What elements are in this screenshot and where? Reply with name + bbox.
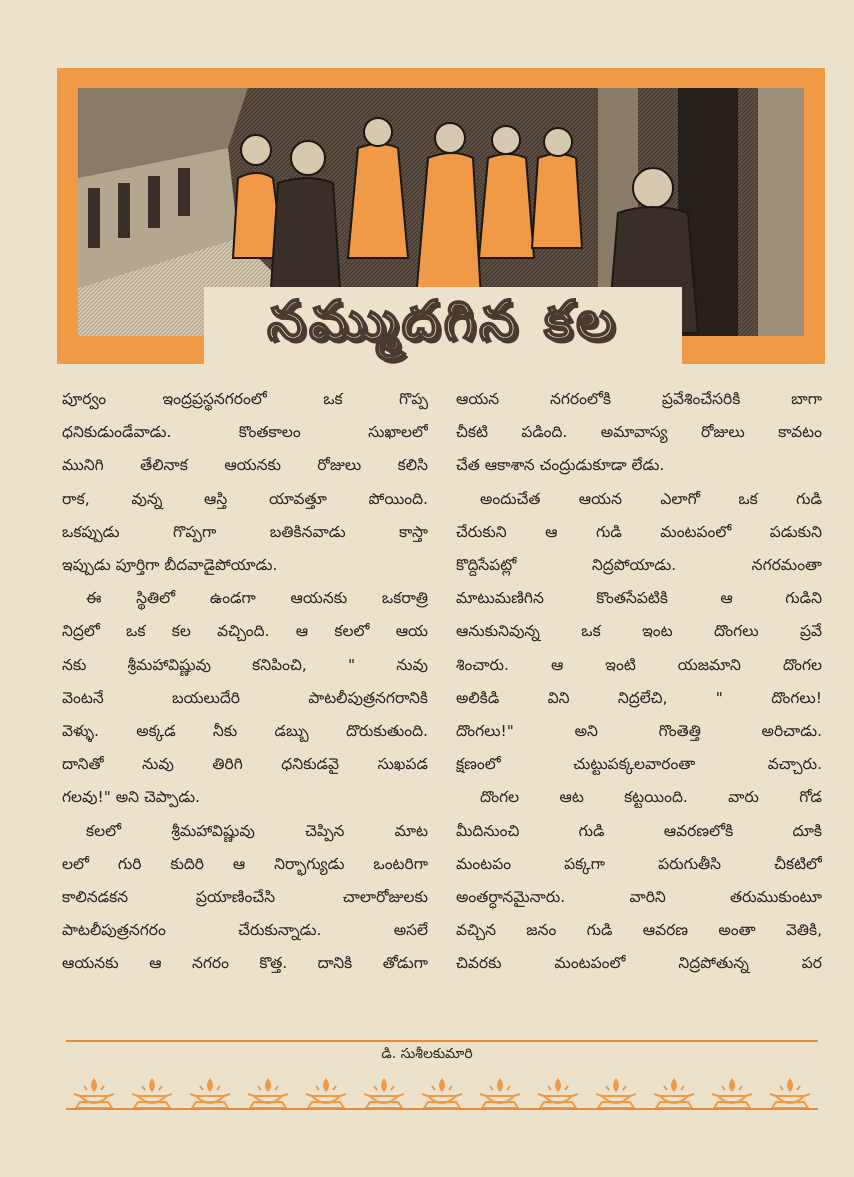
title-box xyxy=(204,287,682,367)
text-line: దొంగల ఆట కట్టయింది. వారు గోడ xyxy=(480,788,822,807)
text-line: ఆయనకు ఆ నగరం కొత్త. దానికి తోడుగా xyxy=(62,954,428,973)
text-line: వెంటనే బయలుదేరి పాటలీపుత్రనగరానికి xyxy=(62,688,428,707)
text-line: దొంగలు!" అని గొంతెత్తి అరిచాడు. xyxy=(456,722,822,741)
text-line: గలవు!" అని చెప్పాడు. xyxy=(62,788,201,807)
text-line: దానితో నువు తిరిగి ధనికుడవై సుఖపడ xyxy=(62,755,428,774)
text-line: కలలో శ్రీమహావిష్ణువు చెప్పిన మాట xyxy=(86,821,428,840)
text-line: రాక, వున్న ఆస్తి యావత్తూ పోయింది. xyxy=(62,489,428,508)
footer-divider xyxy=(66,1040,818,1042)
text-line: శించారు. ఆ ఇంటి యజమాని దొంగల xyxy=(456,655,822,674)
text-line: వచ్చిన జనం గుడి ఆవరణ అంతా వెతికి, xyxy=(456,921,822,940)
text-line: మునిగి తేలినాక ఆయనకు రోజులు కలిసి xyxy=(62,456,428,475)
lamp-border-line xyxy=(66,1108,818,1110)
text-line: పూర్వం ఇంద్రప్రస్థనగరంలో ఒక గొప్ప xyxy=(62,390,428,408)
story-title: నమ్ముదగిన కల xyxy=(267,288,619,352)
right-column xyxy=(456,383,822,1031)
text-line: నకు శ్రీమహావిష్ణువు కనిపించి, " నువు xyxy=(62,655,428,674)
author-name: డి. సుశీలకుమారి xyxy=(381,1046,473,1062)
story-columns xyxy=(62,383,822,1031)
text-line: ఈ స్థితిలో ఉండగా ఆయనకు ఒకరాత్రి xyxy=(86,589,428,608)
left-column xyxy=(62,383,428,1031)
text-line: పాటలీపుత్రనగరం చేరుకున్నాడు. అసలే xyxy=(62,921,428,940)
text-line: ఆయన నగరంలోకి ప్రవేశించేసరికి బాగా xyxy=(456,390,822,408)
text-line: కొద్దిసేపట్లో నిద్రపోయాడు. నగరమంతా xyxy=(456,556,822,575)
text-line: ధనికుడుండేవాడు. కొంతకాలం సుఖాలలో xyxy=(62,423,428,442)
text-line: మీదినుంచి గుడి ఆవరణలోకి దూకి xyxy=(456,821,822,840)
text-line: అలికిడి విని నిద్రలేచి, " దొంగలు! xyxy=(456,688,822,707)
text-line: కాలినడకన ప్రయాణించేసి చాలారోజులకు xyxy=(62,888,428,907)
text-line: చేత ఆకాశాన చంద్రుడుకూడా లేడు. xyxy=(456,456,665,475)
text-line: అందుచేత ఆయన ఎలాగో ఒక గుడి xyxy=(480,489,822,508)
text-line: ఇప్పుడు పూర్తిగా బీదవాడైపోయాడు. xyxy=(62,556,278,575)
text-line: లలో గురి కుదిరి ఆ నిర్భాగ్యుడు ఒంటరిగా xyxy=(62,854,428,873)
text-line: మంటపం పక్కగా పరుగుతీసి చీకటిలో xyxy=(456,854,822,873)
text-line: క్షణంలో చుట్టుపక్కలవారంతా వచ్చారు. xyxy=(456,755,822,774)
text-line: చివరకు మంటపంలో నిద్రపోతున్న పర xyxy=(456,954,822,973)
text-line: అంతర్ధానమైనారు. వారిని తరుముకుంటూ xyxy=(456,888,822,907)
text-line: వెళ్ళు. అక్కడ నీకు డబ్బు దొరుకుతుంది. xyxy=(62,722,428,741)
text-line: చీకటి పడింది. అమావాస్య రోజులు కావటం xyxy=(456,423,822,442)
text-line: ఆనుకునివున్న ఒక ఇంట దొంగలు ప్రవే xyxy=(456,622,822,641)
text-line: మాటుమణిగిన కొంతసేపటికి ఆ గుడిని xyxy=(456,589,822,608)
text-line: నిద్రలో ఒక కల వచ్చింది. ఆ కలలో ఆయ xyxy=(62,622,428,641)
text-line: చేరుకుని ఆ గుడి మంటపంలో పడుకుని xyxy=(456,522,822,541)
text-line: ఒకప్పుడు గొప్పగా బతికినవాడు కాస్తా xyxy=(62,522,428,541)
